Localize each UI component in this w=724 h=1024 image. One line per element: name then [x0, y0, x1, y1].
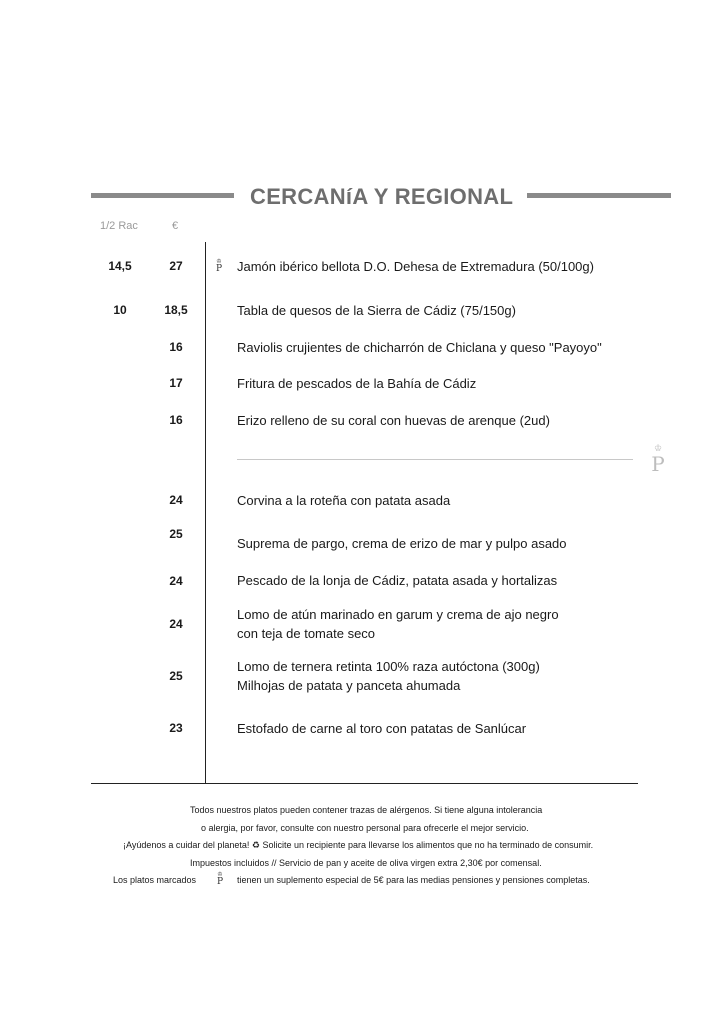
section-separator [237, 459, 633, 460]
item-name: Pescado de la lonja de Cádiz, patata asada y hortalizas [237, 573, 558, 588]
tax-notice: Impuestos incluidos // Servicio de pan y aceite de oliva virgen extra 2,30€ por comensal. [190, 858, 542, 868]
item-name: Erizo relleno de su coral con huevas de arenque (2ud) [237, 413, 550, 428]
column-divider [205, 242, 206, 784]
supplement-notice-prefix: Los platos marcados [113, 875, 197, 885]
crown-icon: ♔ [217, 871, 223, 878]
item-half-price: 10 [113, 303, 127, 317]
p-letter-icon: P [215, 264, 223, 274]
supplement-notice-suffix: tienen un suplemento especial de 5€ para las medias pensiones y pensiones completas. [237, 875, 590, 885]
item-name: Corvina a la roteña con patata asada [237, 493, 451, 508]
item-price: 24 [169, 574, 183, 588]
column-header-half: 1/2 Rac [100, 220, 138, 232]
item-price: 16 [169, 413, 183, 427]
item-name: Suprema de pargo, crema de erizo de mar y pulpo asado [237, 536, 567, 551]
supplement-mark-icon [215, 872, 225, 887]
item-name-line2: Milhojas de patata y panceta ahumada [237, 678, 461, 693]
p-letter-icon: P [651, 452, 665, 476]
header-left-bar [91, 193, 234, 198]
item-name: Jamón ibérico bellota D.O. Dehesa de Extremadura (50/100g) [237, 259, 594, 274]
item-price: 23 [169, 721, 183, 735]
planet-notice: ¡Ayúdenos a cuidar del planeta! ♻ Solicite un recipiente para llevarse los alimentos que no ha terminado de consumir. [123, 840, 594, 850]
allergen-notice-2: o alergia, por favor, consulte con nuestro personal para ofrecerle el mejor servicio. [201, 823, 529, 833]
supplement-mark-icon [214, 259, 224, 274]
header-right-bar [527, 193, 671, 198]
restaurant-logo-icon [648, 445, 668, 474]
item-name: Fritura de pescados de la Bahía de Cádiz [237, 376, 477, 391]
item-price: 17 [169, 376, 183, 390]
allergen-notice: Todos nuestros platos pueden contener trazas de alérgenos. Si tiene alguna intolerancia [190, 805, 543, 815]
item-price: 24 [169, 493, 183, 507]
item-name: Tabla de quesos de la Sierra de Cádiz (75/150g) [237, 303, 516, 318]
item-name: Raviolis crujientes de chicharrón de Chiclana y queso "Payoyo" [237, 340, 602, 355]
p-letter-icon: P [216, 877, 224, 887]
item-price: 27 [169, 259, 183, 273]
item-name: Lomo de atún marinado en garum y crema de ajo negro [237, 607, 559, 622]
item-price: 25 [169, 669, 183, 683]
item-price: 25 [169, 527, 183, 541]
item-half-price: 14,5 [108, 259, 132, 273]
item-price: 18,5 [164, 303, 188, 317]
section-title: CERCANíA Y REGIONAL [250, 184, 514, 209]
item-name: Estofado de carne al toro con patatas de Sanlúcar [237, 721, 527, 736]
item-name: Lomo de ternera retinta 100% raza autóctona (300g) [237, 659, 540, 674]
crown-icon: ♔ [216, 258, 222, 265]
item-price: 16 [169, 340, 183, 354]
bottom-rule [91, 783, 638, 784]
crown-icon: ♔ [653, 444, 663, 454]
column-header-full: € [172, 220, 179, 232]
item-price: 24 [169, 617, 183, 631]
item-name-line2: con teja de tomate seco [237, 626, 376, 641]
